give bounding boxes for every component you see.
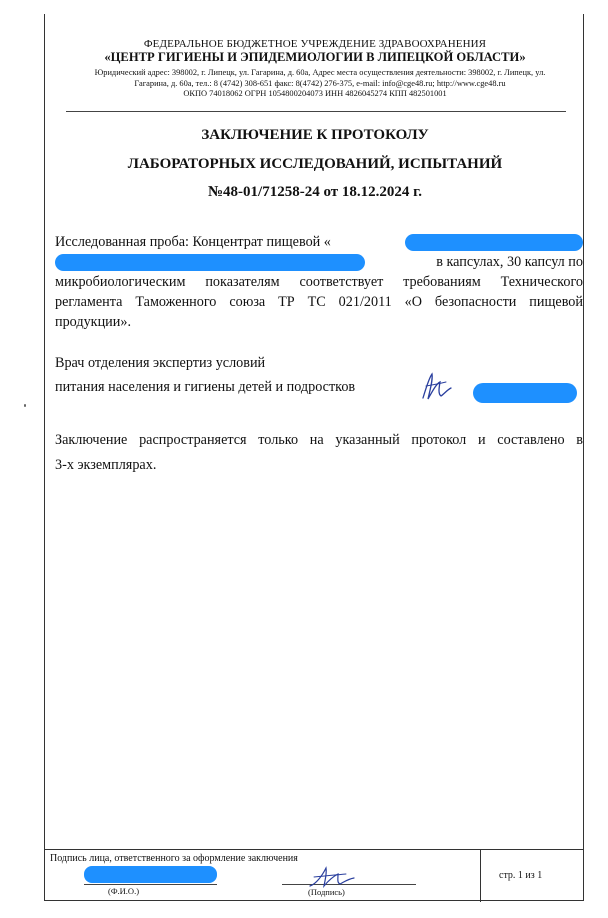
page-number: стр. 1 из 1 (499, 870, 543, 881)
document-subtitle: ЛАБОРАТОРНЫХ ИССЛЕДОВАНИЙ, ИСПЫТАНИЙ (127, 156, 503, 172)
scope-note (55, 428, 583, 478)
org-address-line-2: Гагарина, д. 60а, тел.: 8 (4742) 308-651 факс: 8(4742) 276-375, e-mail: info@cge48.ru; http://www.cge48.ru (134, 78, 506, 88)
org-type: ФЕДЕРАЛЬНОЕ БЮДЖЕТНОЕ УЧРЕЖДЕНИЕ ЗДРАВООХРАНЕНИЯ (143, 38, 487, 50)
signature-label: (Подпись) (308, 887, 345, 897)
footer-block (44, 849, 584, 902)
conclusion-line-3: микробиологическим показателям соответствует требованиям Технического (55, 274, 583, 290)
conclusion-lead: Исследованная проба: Концентрат пищевой « (55, 234, 331, 250)
scan-speck (24, 404, 26, 407)
scope-note-line-1: Заключение распространяется только на указанный протокол и составлено в (55, 432, 583, 448)
fio-label: (Ф.И.О.) (108, 886, 140, 896)
responsible-caption: Подпись лица, ответственного за оформление заключения (50, 853, 298, 864)
conclusion-paragraph (55, 232, 583, 332)
redacted-signer-name (473, 383, 577, 403)
header-divider (66, 111, 566, 112)
conclusion-capsules: в капсулах, 30 капсул по (436, 254, 583, 270)
org-codes: ОКПО 74018062 ОГРН 1054800204073 ИНН 4826045274 КПП 482501001 (183, 89, 447, 98)
signer-position-line-1: Врач отделения экспертиз условий (55, 355, 266, 371)
signature-icon (420, 370, 454, 402)
document-title: ЗАКЛЮЧЕНИЕ К ПРОТОКОЛУ (201, 127, 429, 143)
org-name: «ЦЕНТР ГИГИЕНЫ И ЭПИДЕМИОЛОГИИ В ЛИПЕЦКОЙ ОБЛАСТИ» (104, 50, 526, 64)
conclusion-line-2 (55, 252, 583, 272)
fio-underline (84, 884, 217, 885)
footer-divider (480, 850, 481, 902)
conclusion-line-5: продукции». (55, 314, 131, 330)
conclusion-line-1 (55, 232, 583, 252)
org-address-line-1: Юридический адрес: 398002, г. Липецк, ул. Гагарина, д. 60а, Адрес места осуществления деятельности: 398002, г. Липецк, ул. (94, 68, 546, 77)
conclusion-line-4: регламента Таможенного союза ТР ТС 021/2011 «О безопасности пищевой (55, 294, 583, 310)
signer-position-line-2: питания населения и гигиены детей и подростков (55, 379, 356, 395)
redacted-responsible-name (84, 866, 217, 883)
scope-note-line-2: 3-х экземплярах. (55, 457, 157, 473)
protocol-number: №48-01/71258-24 от 18.12.2024 г. (207, 184, 423, 200)
redacted-product-name-cont (55, 254, 365, 271)
redacted-product-name (405, 234, 583, 251)
org-address (64, 68, 576, 89)
